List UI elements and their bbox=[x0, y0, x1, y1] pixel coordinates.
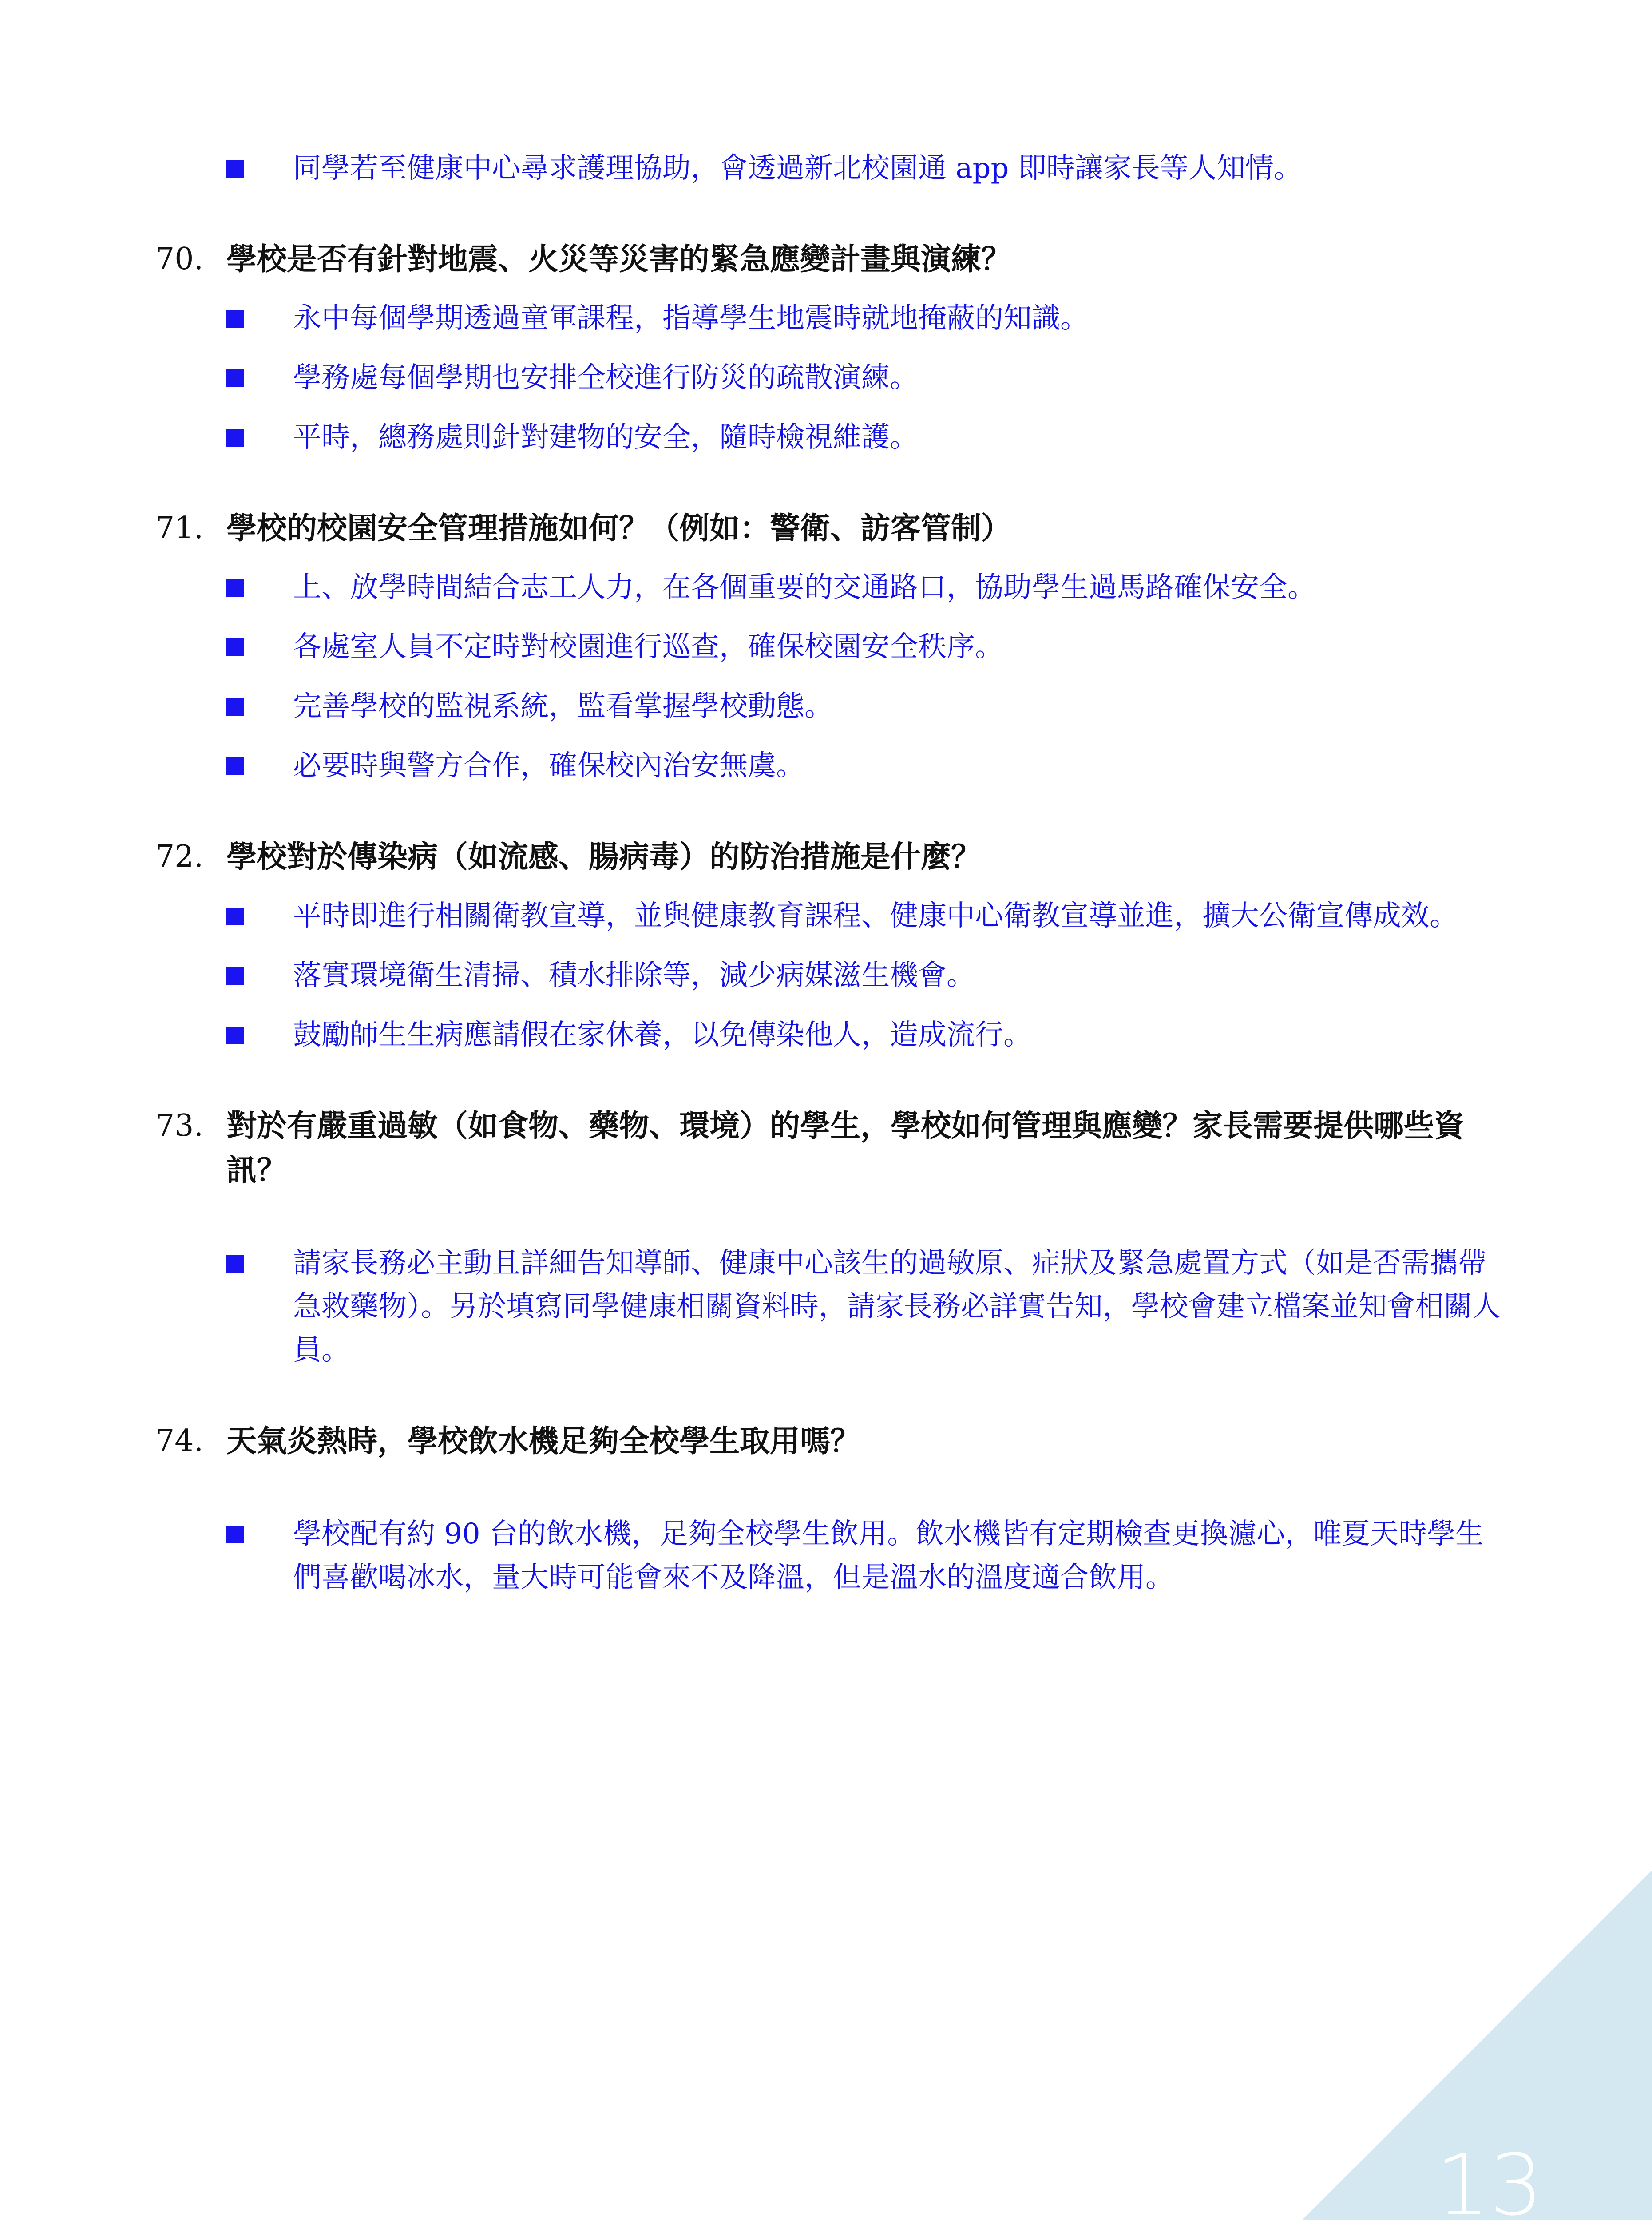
answer-text: 永中每個學期透過童軍課程，指導學生地震時就地掩蔽的知識。 bbox=[293, 302, 1089, 335]
faq-answers-73 bbox=[155, 1241, 1509, 1372]
intro-answer-list bbox=[155, 147, 1509, 190]
answer-item bbox=[155, 1013, 1509, 1057]
answer-item bbox=[155, 685, 1509, 728]
answer-text: 鼓勵師生生病應請假在家休養，以免傳染他人，造成流行。 bbox=[293, 1019, 1032, 1051]
faq-question-74 bbox=[155, 1419, 1509, 1463]
answer-item bbox=[155, 894, 1509, 938]
answer-item bbox=[155, 416, 1509, 459]
answer-text: 請家長務必主動且詳細告知導師、健康中心該生的過敏原、症狀及緊急處置方式（如是否需攜帶急救藥物）。另於填寫同學健康相關資料時，請家長務必詳實告知，學校會建立檔案並知會相關人員。 bbox=[293, 1247, 1501, 1367]
question-number: 70. bbox=[155, 242, 204, 277]
square-bullet-icon bbox=[226, 1255, 244, 1273]
faq-answers-70 bbox=[155, 297, 1509, 459]
square-bullet-icon bbox=[226, 160, 244, 178]
question-number: 72. bbox=[155, 839, 204, 874]
faq-content bbox=[155, 147, 1509, 1615]
faq-answers-72 bbox=[155, 894, 1509, 1057]
square-bullet-icon bbox=[226, 310, 244, 328]
answer-text: 落實環境衛生清掃、積水排除等，減少病媒滋生機會。 bbox=[293, 959, 975, 992]
faq-question-73 bbox=[155, 1104, 1509, 1193]
question-text: 對於有嚴重過敏（如食物、藥物、環境）的學生，學校如何管理與應變？家長需要提供哪些資訊？ bbox=[226, 1108, 1465, 1188]
answer-item bbox=[155, 744, 1509, 788]
question-number: 73. bbox=[155, 1108, 204, 1143]
answer-text: 平時，總務處則針對建物的安全，隨時檢視維護。 bbox=[293, 421, 918, 454]
answer-text: 學校配有約 90 台的飲水機，足夠全校學生飲用。飲水機皆有定期檢查更換濾心，唯夏天時學生們喜歡喝冰水，量大時可能會來不及降溫，但是溫水的溫度適合飲用。 bbox=[293, 1518, 1484, 1594]
answer-item bbox=[155, 356, 1509, 400]
faq-answers-71 bbox=[155, 566, 1509, 788]
square-bullet-icon bbox=[226, 579, 244, 597]
question-number: 74. bbox=[155, 1423, 204, 1459]
answer-item bbox=[155, 566, 1509, 609]
square-bullet-icon bbox=[226, 967, 244, 985]
answer-text: 學務處每個學期也安排全校進行防災的疏散演練。 bbox=[293, 361, 918, 394]
answer-text: 同學若至健康中心尋求護理協助，會透過新北校園通 app 即時讓家長等人知情。 bbox=[293, 152, 1302, 185]
corner-triangle-shape bbox=[1186, 1870, 1652, 2220]
square-bullet-icon bbox=[226, 698, 244, 716]
square-bullet-icon bbox=[226, 429, 244, 447]
square-bullet-icon bbox=[226, 1027, 244, 1044]
question-text: 學校的校園安全管理措施如何？（例如：警衛、訪客管制） bbox=[226, 511, 1012, 546]
question-text: 天氣炎熱時，學校飲水機足夠全校學生取用嗎？ bbox=[226, 1423, 861, 1459]
answer-text: 各處室人員不定時對校園進行巡查，確保校園安全秩序。 bbox=[293, 630, 1003, 663]
square-bullet-icon bbox=[226, 908, 244, 925]
question-text: 學校對於傳染病（如流感、腸病毒）的防治措施是什麼？ bbox=[226, 839, 982, 875]
answer-item bbox=[155, 297, 1509, 340]
page-number: 13 bbox=[1436, 2136, 1543, 2220]
faq-question-71 bbox=[155, 506, 1509, 551]
square-bullet-icon bbox=[226, 757, 244, 775]
faq-question-72 bbox=[155, 835, 1509, 879]
answer-item bbox=[155, 1241, 1509, 1372]
square-bullet-icon bbox=[226, 369, 244, 387]
faq-answers-74 bbox=[155, 1512, 1509, 1599]
square-bullet-icon bbox=[226, 638, 244, 656]
question-number: 71. bbox=[155, 511, 204, 546]
answer-item bbox=[155, 147, 1509, 190]
answer-text: 平時即進行相關衛教宣導，並與健康教育課程、健康中心衛教宣導並進，擴大公衛宣傳成效。 bbox=[293, 900, 1458, 932]
square-bullet-icon bbox=[226, 1526, 244, 1543]
faq-question-70 bbox=[155, 237, 1509, 281]
answer-text: 必要時與警方合作，確保校內治安無虞。 bbox=[293, 749, 804, 782]
answer-item bbox=[155, 954, 1509, 997]
answer-text: 上、放學時間結合志工人力，在各個重要的交通路口，協助學生過馬路確保安全。 bbox=[293, 571, 1316, 604]
answer-item bbox=[155, 1512, 1509, 1599]
corner-triangle-decoration bbox=[1186, 1870, 1652, 2220]
question-text: 學校是否有針對地震、火災等災害的緊急應變計畫與演練？ bbox=[226, 242, 1012, 277]
answer-item bbox=[155, 625, 1509, 669]
answer-text: 完善學校的監視系統，監看掌握學校動態。 bbox=[293, 690, 833, 723]
